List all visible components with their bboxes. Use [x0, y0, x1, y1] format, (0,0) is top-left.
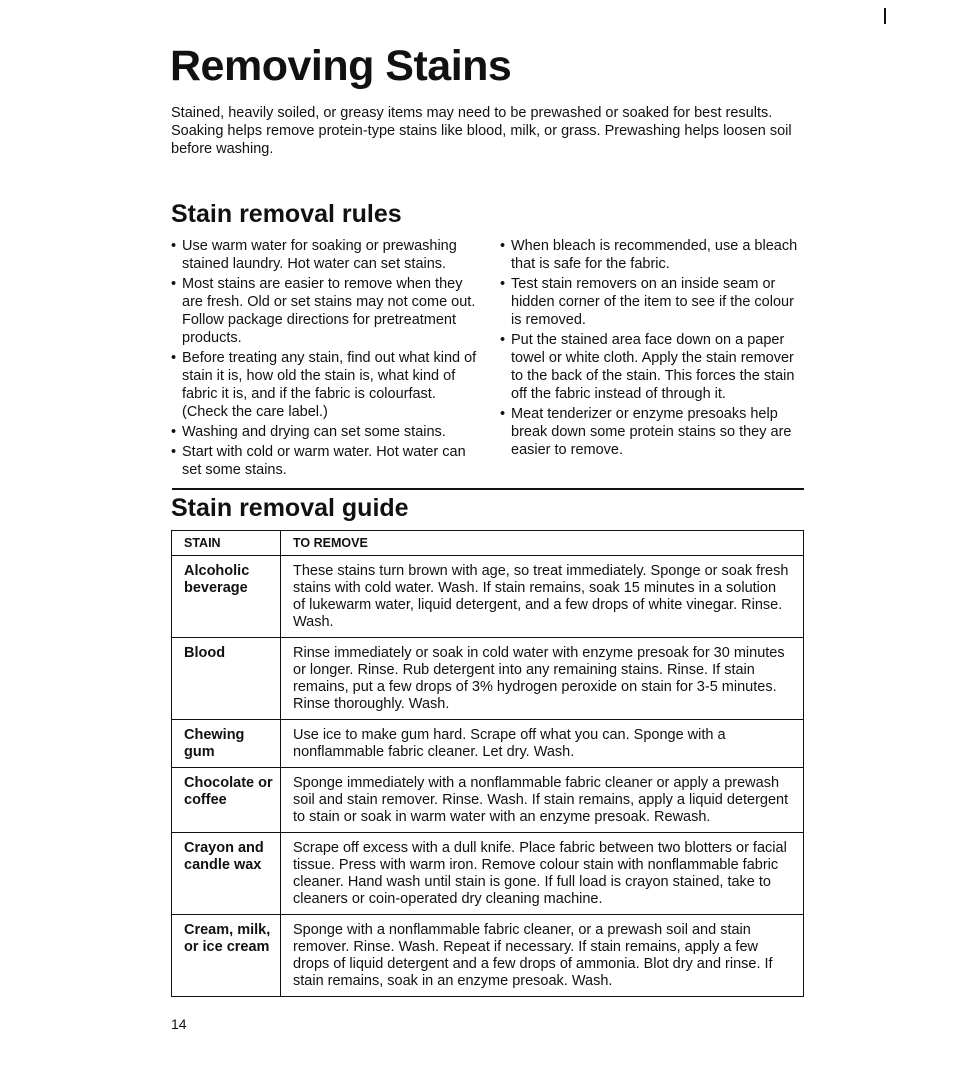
rule-item: • Washing and drying can set some stains.	[171, 423, 481, 441]
table-row	[172, 915, 804, 997]
table-header-row	[172, 531, 804, 556]
stain-name: Chewing gum	[172, 720, 281, 768]
rule-item: • Put the stained area face down on a paper towel or white cloth. Apply the stain remover to the back of the stain. This forces the stain off the fabric instead of through it.	[500, 331, 805, 403]
rule-item: • Before treating any stain, find out what kind of stain it is, how old the stain is, what kind of fabric it is, and if the fabric is colourfast. (Check the care label.)	[171, 349, 481, 421]
table-row	[172, 720, 804, 768]
rule-item: • Test stain removers on an inside seam or hidden corner of the item to see if the colour is removed.	[500, 275, 805, 329]
rule-item: • Meat tenderizer or enzyme presoaks help break down some protein stains so they are easier to remove.	[500, 405, 805, 459]
page-title: Removing Stains	[170, 42, 512, 90]
table-row	[172, 556, 804, 638]
corner-mark	[884, 8, 886, 24]
rules-list-left	[171, 237, 481, 481]
rule-item: • When bleach is recommended, use a bleach that is safe for the fabric.	[500, 237, 805, 273]
intro-paragraph: Stained, heavily soiled, or greasy items may need to be prewashed or soaked for best results. Soaking helps remove protein-type stains like blood, milk, or grass. Prewashing helps loosen soil before washing.	[171, 105, 792, 157]
removal-instructions: Use ice to make gum hard. Scrape off what you can. Sponge with a nonflammable fabric cleaner. Let dry. Wash.	[281, 720, 804, 768]
removal-instructions: These stains turn brown with age, so treat immediately. Sponge or soak fresh stains with cold water. Wash. If stain remains, soak 15 minutes in a solution of lukewarm water, liquid detergent, and a few drops of white vinegar. Rinse. Wash.	[281, 556, 804, 638]
stain-name: Blood	[172, 638, 281, 720]
stain-guide-table	[171, 530, 804, 997]
stain-name: Alcoholic beverage	[172, 556, 281, 638]
rule-item: • Use warm water for soaking or prewashing stained laundry. Hot water can set stains.	[171, 237, 481, 273]
section-divider	[172, 488, 804, 490]
rules-heading: Stain removal rules	[171, 200, 402, 228]
guide-heading: Stain removal guide	[171, 494, 409, 522]
removal-instructions: Scrape off excess with a dull knife. Place fabric between two blotters or facial tissue. Press with warm iron. Remove colour stain with nonflammable fabric cleaner. Hand wash until stain is gone. If full load is crayon stained, take to cleaners or coin-operated dry cleaning machine.	[281, 833, 804, 915]
rule-item: • Start with cold or warm water. Hot water can set some stains.	[171, 443, 481, 479]
removal-instructions: Sponge with a nonflammable fabric cleaner, or a prewash soil and stain remover. Rinse. Wash. Repeat if necessary. If stain remains, apply a few drops of liquid detergent and a few drops of ammonia. Blot dry and rinse. If stain remains, soak in an enzyme presoak. Wash.	[281, 915, 804, 997]
stain-name: Crayon and candle wax	[172, 833, 281, 915]
stain-name: Chocolate or coffee	[172, 768, 281, 833]
rule-item: • Most stains are easier to remove when they are fresh. Old or set stains may not come out. Follow package directions for pretreatment products.	[171, 275, 481, 347]
rules-list-right	[500, 237, 805, 461]
column-header-to-remove: TO REMOVE	[281, 531, 804, 556]
stain-name: Cream, milk, or ice cream	[172, 915, 281, 997]
removal-instructions: Sponge immediately with a nonflammable fabric cleaner or apply a prewash soil and stain remover. Rinse. Wash. If stain remains, apply a liquid detergent to stain or soak in warm water with an enzyme presoak. Rewash.	[281, 768, 804, 833]
table-row	[172, 833, 804, 915]
table-row	[172, 638, 804, 720]
column-header-stain: STAIN	[172, 531, 281, 556]
removal-instructions: Rinse immediately or soak in cold water with enzyme presoak for 30 minutes or longer. Rinse. Rub detergent into any remaining stains. Rinse. If stain remains, put a few drops of 3% hydrogen peroxide on stain for 3-5 minutes. Rinse thoroughly. Wash.	[281, 638, 804, 720]
page-number: 14	[171, 1016, 187, 1032]
table-row	[172, 768, 804, 833]
